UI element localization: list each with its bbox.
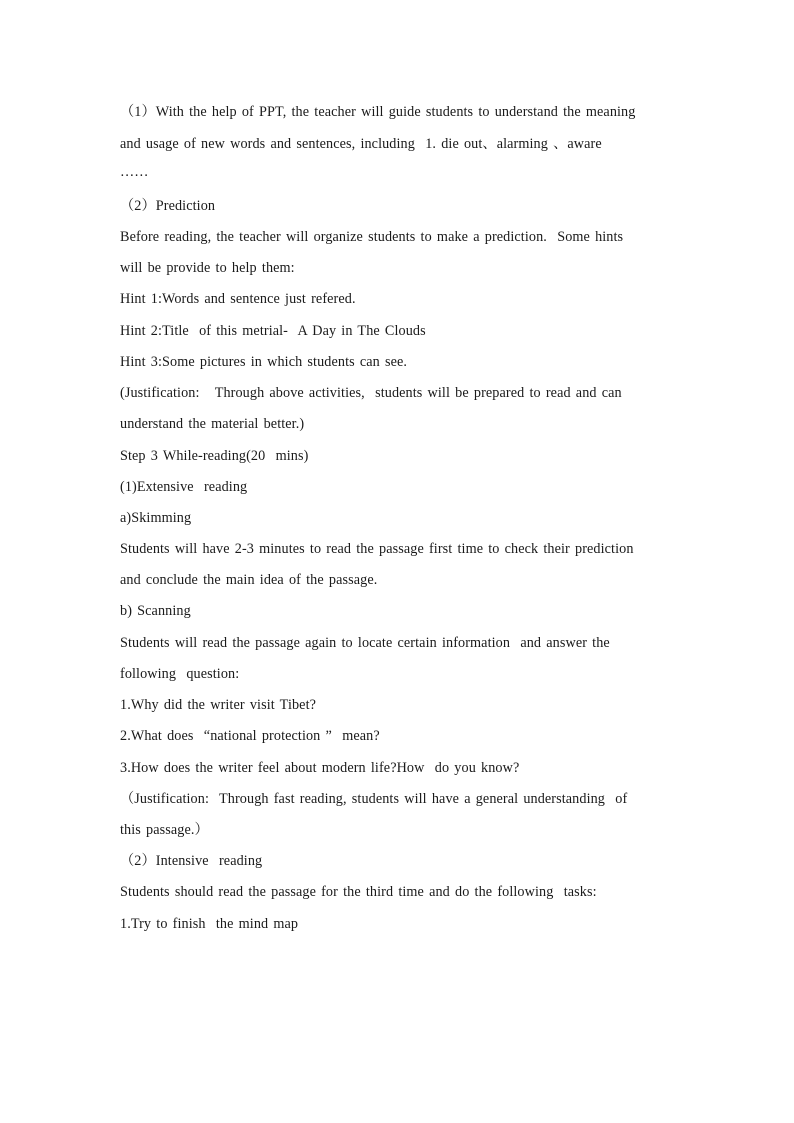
- text-line: (1)Extensive reading: [120, 479, 248, 495]
- text-line: Students should read the passage for the third time and do the following tasks:: [120, 884, 597, 900]
- text-line: (Justification: Through above activities, students will be prepared to read and can: [120, 385, 622, 401]
- text-line: Hint 2:Title of this metrial- A Day in The Clouds: [120, 323, 426, 339]
- text-line: Hint 1:Words and sentence just refered.: [120, 291, 356, 307]
- text-line: Hint 3:Some pictures in which students can see.: [120, 354, 408, 370]
- text-line: Step 3 While-reading(20 mins): [120, 448, 309, 464]
- text-line: Students will read the passage again to locate certain information and answer the: [120, 635, 610, 651]
- text-line: this passage.）: [120, 822, 209, 838]
- text-line: 2.What does “national protection ” mean?: [120, 728, 380, 744]
- text-line: （1）With the help of PPT, the teacher will guide students to understand the meaning: [120, 104, 636, 120]
- text-line: and usage of new words and sentences, including 1. die out、alarming 、aware: [120, 136, 602, 152]
- text-line: Students will have 2-3 minutes to read the passage first time to check their prediction: [120, 541, 634, 557]
- text-line: （2）Prediction: [120, 198, 216, 214]
- text-line: 1.Try to finish the mind map: [120, 916, 299, 932]
- text-line: will be provide to help them:: [120, 260, 295, 276]
- text-line: （Justification: Through fast reading, students will have a general understanding of: [120, 791, 628, 807]
- text-line: a)Skimming: [120, 510, 192, 526]
- text-line: following question:: [120, 666, 240, 682]
- text-line: （2）Intensive reading: [120, 853, 263, 869]
- text-line: Before reading, the teacher will organize students to make a prediction. Some hints: [120, 229, 624, 245]
- text-line: ……: [120, 164, 149, 180]
- text-line: 1.Why did the writer visit Tibet?: [120, 697, 317, 713]
- text-line: 3.How does the writer feel about modern life?How do you know?: [120, 760, 520, 776]
- text-line: b) Scanning: [120, 603, 191, 619]
- text-line: understand the material better.): [120, 416, 305, 432]
- text-line: and conclude the main idea of the passage.: [120, 572, 378, 588]
